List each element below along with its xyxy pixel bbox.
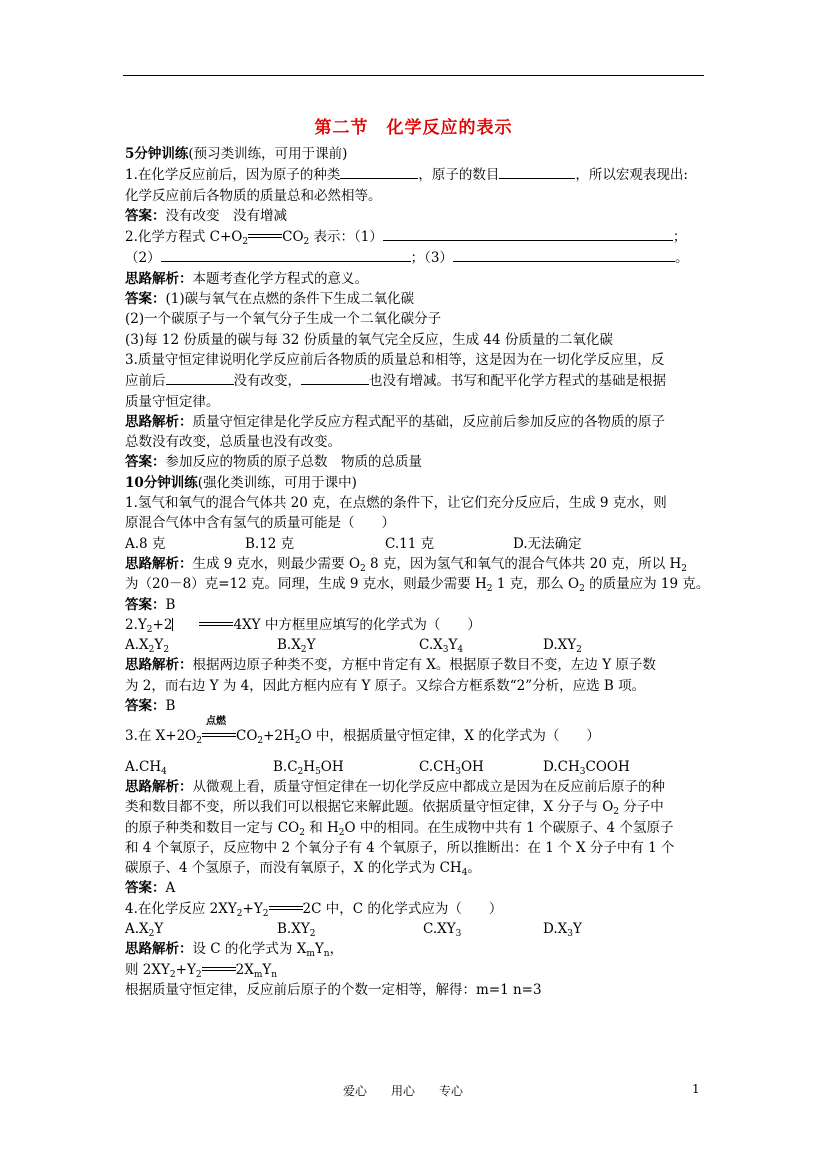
answer-q2-2: 答案：B [125,698,176,715]
answer-blank[interactable] [453,247,675,262]
answer-q2-1: 答案：B [125,596,176,613]
analysis-3: 思路解析：质量守恒定律是化学反应方程式配平的基础，反应前后参加反应的各物质的原子 [125,413,665,430]
analysis-q2-1-line: 为（20－8）克=12 克。同理，生成 9 克水，则最少需要 $H_2$ 1 克，那么 $O_2$ 的质量应为 19 克。 [125,576,710,595]
q2-1-options [125,534,705,554]
question-3-line: 应前后 没有改变， 也没有增减。书写和配平化学方程式的基础是根据 [125,370,705,391]
option-d[interactable]: $D.CH_3COOH$ [543,758,630,777]
option-b[interactable]: $B.XY_2$ [277,920,316,939]
reaction-condition: 点燃 [202,726,236,746]
answer-blank[interactable] [301,370,369,385]
option-c[interactable]: C.11 克 [385,535,435,552]
q2-1-line: 1.氢气和氧气的混合气体共 20 克，在点燃的条件下，让它们充分反应后，生成 9 克水，则 [125,495,667,512]
answer-blank[interactable] [340,164,418,179]
question-2-line: （2） ；（3） 。 [125,247,705,268]
option-d[interactable]: D.无法确定 [513,535,582,552]
question-3-line: 3.质量守恒定律说明化学反应前后各物质的质量总和相等，这是因为在一切化学反应里，反 [125,351,665,368]
question-2-line: 2.化学方程式 $C+O_2$ $CO_2$ 表示：（1） ； [125,226,705,247]
question-1-line: 化学反应前后各物质的质量总和必然相等。 [125,187,382,204]
answer-3: 答案：参加反应的物质的原子总数 物质的总质量 [125,454,422,471]
analysis-q2-3: 思路解析：从微观上看，质量守恒定律在一切化学反应中都成立是因为在反应前后原子的种 [125,778,665,795]
analysis-q2-3-line: 的原子种类和数目一定与 $CO_2$ 和 $H_2O$ 中的相同。在生成物中共有 1 个碳原子、4 个氢原子 [125,819,674,838]
answer-blank[interactable] [166,370,234,385]
q2-3-line: 3.在 $X+2O_2$ 点燃 $CO_2+2H_2O$ 中，根据质量守恒定律，X 的化学式为（ ） [125,716,600,747]
formula-blank-box[interactable] [172,618,199,631]
q2-2-line: $2.Y_2+2$ 4XY 中方框里应填写的化学式为（ ） [125,616,481,635]
q2-4-line: 4.在化学反应 $2XY_2+Y_2$ 2C 中，C 的化学式应为（ ） [125,900,503,919]
analysis-q2-4: 思路解析：设 C 的化学式为 $X_mY_n$， [125,941,344,960]
footer-motto: 爱心 用心 专心 [343,1084,464,1098]
analysis-2: 思路解析：本题考查化学方程式的意义。 [125,270,368,287]
equals-sign [199,617,233,631]
answer-2: 答案：(1)碳与氧气在点燃的条件下生成二氧化碳 [125,291,415,308]
option-c[interactable]: $C.CH_3OH$ [419,758,484,777]
q2-3-options [125,757,705,777]
header-rule [123,75,704,76]
analysis-q2-4-line: 根据质量守恒定律，反应前后原子的个数一定相等，解得：m=1 n=3 [125,981,542,998]
page-title: 第二节 化学反应的表示 [314,118,513,138]
option-b[interactable]: $B.C_2H_5OH$ [273,758,344,777]
option-a[interactable]: $A.CH_4$ [125,758,167,777]
option-a[interactable]: $A.X_2Y$ [125,920,164,939]
answer-2-line: (2)一个碳原子与一个氧气分子生成一个二氧化碳分子 [125,311,442,328]
option-d[interactable]: $D.X_3Y$ [543,920,582,939]
q2-2-options [125,635,705,655]
equals-sign [202,728,236,742]
section-header-10min: 10分钟训练(强化类训练，可用于课中) [125,474,357,491]
answer-q2-3: 答案：A [125,880,176,897]
equals-sign [269,901,303,915]
option-a[interactable]: $A.X_2Y_2$ [125,637,170,656]
answer-1: 答案：没有改变 没有增减 [125,207,287,224]
option-d[interactable]: $D.XY_2$ [543,637,582,656]
section-header-5min: 5分钟训练(预习类训练，可用于课前) [125,146,348,162]
answer-2-line: (3)每 12 份质量的碳与每 32 份质量的氧气完全反应，生成 44 份质量的二氧化碳 [125,331,613,348]
question-1-line: 1.在化学反应前后，因为原子的种类 ，原子的数目 ，所以宏观表现出: [125,164,705,185]
equals-sign [202,962,236,976]
option-c[interactable]: $C.XY_3$ [423,920,462,939]
document-body [125,144,710,1000]
analysis-q2-3-line: 和 4 个氧原子，反应物中 2 个氧分子有 4 个氧原子，所以推断出：在 1 个 X 分子中有 1 个 [125,839,675,856]
answer-blank[interactable] [383,226,673,241]
q2-4-options [125,919,705,939]
analysis-q2-2-line: 为 2，而右边 Y 为 4，因此方框内应有 Y 原子。又综合方框系数“2”分析，应选 B 项。 [125,677,646,694]
option-b[interactable]: $B.X_2Y$ [277,637,316,656]
question-3-line: 质量守恒定律。 [125,393,220,410]
analysis-3-line: 总数没有改变，总质量也没有改变。 [125,434,341,451]
equals-sign [248,229,282,243]
answer-blank[interactable] [161,247,411,262]
analysis-q2-1: 思路解析：生成 9 克水，则最少需要 $O_2$ 8 克，因为氢气和氧气的混合气体共 20 克，所以 $H_2$ [125,555,687,574]
option-b[interactable]: B.12 克 [245,535,295,552]
analysis-q2-3-line: 碳原子、4 个氢原子，而没有氧原子，X 的化学式为 $CH_4$。 [125,860,481,879]
analysis-q2-2: 思路解析：根据两边原子种类不变，方框中肯定有 X。根据原子数目不变，左边 Y 原子数 [125,657,656,674]
q2-1-line: 原混合气体中含有氢气的质量可能是（ ） [125,515,395,532]
option-a[interactable]: A.8 克 [125,535,166,552]
analysis-q2-4-line: 则 $2XY_2+Y_2$ $2X_mY_n$ [125,961,278,980]
analysis-q2-3-line: 类和数目都不变，所以我们可以根据它来解此题。依据质量守恒定律，X 分子与 $O_2$ 分子中 [125,799,664,818]
option-c[interactable]: $C.X_3Y_4$ [419,637,464,656]
answer-blank[interactable] [499,164,575,179]
page-number: 1 [692,1082,700,1096]
